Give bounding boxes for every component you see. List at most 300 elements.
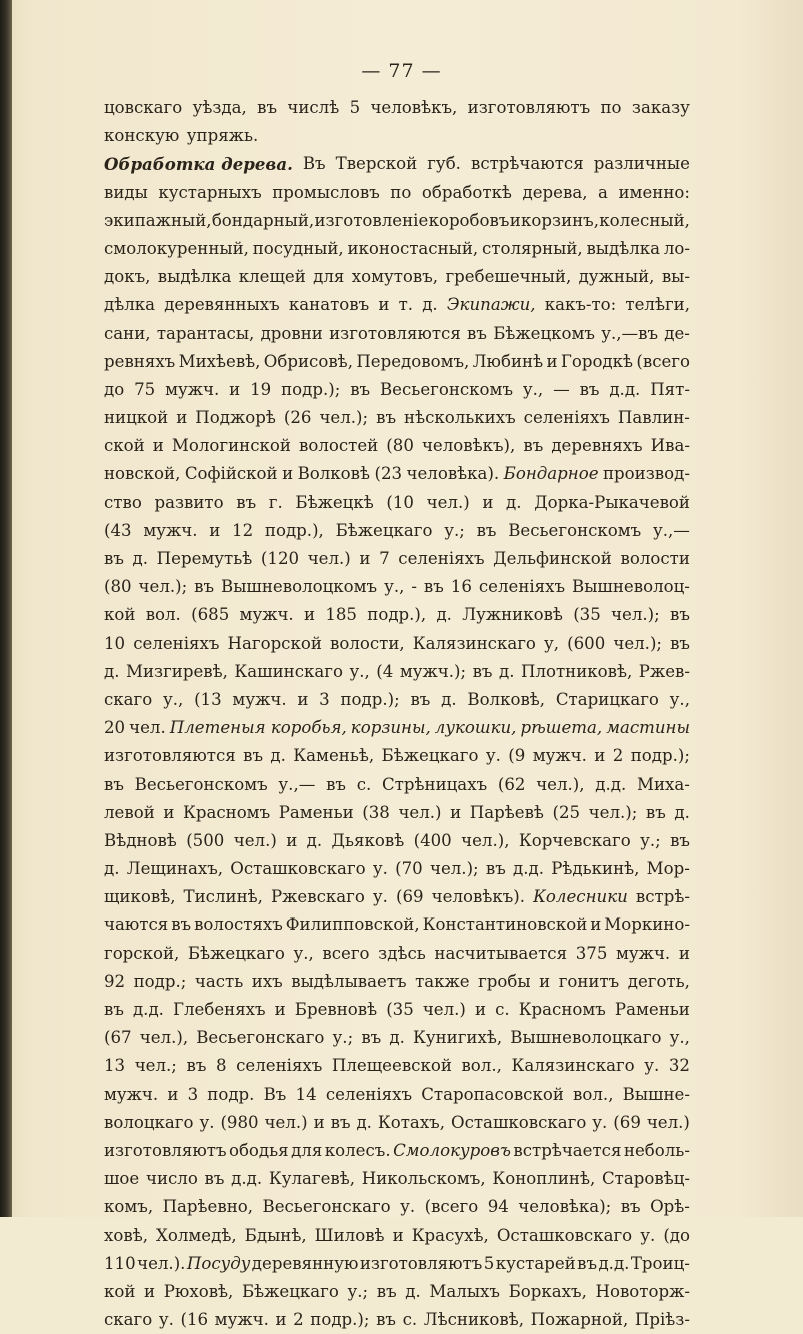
text-word: подр.); [630, 746, 690, 766]
text-word: и [152, 436, 164, 456]
text-word: (400 [413, 830, 452, 850]
text-line [104, 94, 690, 122]
text-word: у. [372, 887, 388, 907]
text-word: въ [104, 774, 124, 794]
text-word: Весьегонскомъ [508, 520, 642, 540]
text-word: въ [620, 1197, 641, 1217]
text-word: въ [645, 802, 666, 822]
text-word: въ [485, 859, 506, 879]
text-word: и [163, 802, 175, 822]
text-word: (4 [376, 661, 394, 681]
text-word: чел.) [398, 802, 442, 822]
text-word: Коноплинѣ, [492, 1169, 596, 1189]
text-word: щиковѣ, [104, 887, 176, 907]
text-word: (35 [573, 605, 601, 625]
text-word: д. [422, 295, 438, 315]
text-word: и [482, 492, 494, 512]
text-word: ихъ [251, 971, 283, 991]
text-word: 375 [575, 943, 608, 963]
text-word: колесный, [599, 210, 690, 230]
text-word: д. [132, 549, 149, 568]
text-word: Бѣжецкаго [335, 520, 433, 540]
text-word: Пріѣз- [634, 1310, 690, 1330]
text-word: Поджорѣ [195, 408, 276, 428]
text-word: ской [104, 436, 145, 456]
text-word: въ [104, 1000, 124, 1019]
text-word: (13 [194, 689, 222, 709]
text-word: д. [104, 661, 120, 681]
text-word: въ [326, 774, 346, 794]
text-line [104, 235, 690, 263]
text-line [104, 686, 690, 714]
text-word: (70 [395, 859, 423, 879]
text-word: Бѣжецкаго [381, 746, 479, 766]
text-word: Тислинѣ, [183, 887, 263, 907]
text-word: чел.) [307, 549, 351, 568]
text-word: въ [204, 1169, 225, 1189]
text-word: подр.; [133, 971, 187, 991]
italic-term: Посуду [186, 1253, 251, 1273]
text-word: у, [543, 633, 560, 653]
text-word: Мологинской [171, 436, 291, 456]
text-word: въ [376, 1310, 396, 1330]
text-word: Малыхъ [429, 1281, 500, 1301]
text-word: д.д. [598, 1253, 630, 1273]
text-word: мужч. [616, 943, 671, 963]
text-word: (всего [636, 351, 690, 371]
text-word: 13 [104, 1056, 126, 1076]
text-word: конскую [104, 126, 180, 146]
text-word: 94 [487, 1197, 509, 1217]
text-word: всего [322, 943, 370, 963]
text-line [104, 630, 690, 658]
text-word: и [509, 210, 521, 230]
text-word: селеніяхъ [133, 633, 220, 653]
text-word: (120 [260, 549, 300, 568]
text-word: подр.), [264, 520, 324, 540]
text-word: и [297, 689, 309, 709]
text-word: д. [389, 1028, 405, 1048]
text-word: гребешечный, [445, 267, 572, 287]
text-word: Дельфинской [493, 549, 612, 568]
text-line [104, 179, 690, 207]
text-word: въ [670, 830, 690, 850]
text-word: человѣка). [406, 464, 500, 484]
text-word: дужный, [578, 267, 655, 287]
text-word: различные [593, 154, 690, 174]
text-word: Шиловѣ [314, 1225, 385, 1245]
text-word: Кашинскаго [234, 661, 343, 681]
text-word: Холмедѣ, [156, 1225, 237, 1245]
text-line [104, 545, 690, 573]
text-word: (980 [220, 1112, 259, 1132]
text-word: подр.); [310, 1310, 370, 1330]
text-word: 14 [295, 1084, 317, 1104]
text-word: чел.; [134, 1056, 177, 1076]
text-word: изготовляютъ [467, 98, 591, 117]
text-word: волостей [299, 436, 379, 456]
text-word: 2 [612, 746, 624, 766]
text-word: д. [674, 802, 690, 822]
text-word: комъ, [104, 1197, 154, 1217]
text-word: с. [495, 1000, 510, 1019]
text-word: въ [579, 379, 600, 399]
text-word: 92 [104, 971, 126, 991]
text-word: 110 [104, 1253, 136, 1273]
text-word: Кулагевѣ, [268, 1169, 356, 1189]
text-word: неболь- [623, 1140, 690, 1160]
text-word: вол. [145, 605, 181, 625]
text-word: изготовляютъ [359, 1253, 483, 1273]
text-line [104, 658, 690, 686]
text-word: въ [236, 492, 257, 512]
text-word: и [539, 971, 551, 991]
text-word: встрѣчается [513, 1140, 622, 1160]
text-word: мужч. [532, 746, 587, 766]
text-word: Бдынѣ, [244, 1225, 307, 1245]
text-word: у. [644, 1056, 660, 1076]
text-word: по [600, 98, 622, 117]
text-word: у. [592, 1112, 608, 1132]
text-word: у., [384, 577, 405, 597]
text-word: у. [199, 1112, 215, 1132]
text-word: Михѣевѣ, [178, 351, 261, 371]
text-word: въ [423, 577, 444, 597]
book-binding-edge [0, 0, 12, 1217]
text-word: шое [104, 1169, 140, 1189]
text-word: и [378, 295, 390, 315]
text-word: въ [467, 323, 487, 343]
text-word: чел.); [611, 605, 660, 625]
text-word: въ [523, 436, 544, 456]
italic-term: Плетеныя коробья, [169, 718, 347, 738]
text-line [104, 742, 690, 770]
text-word: Филипповской, [285, 915, 420, 935]
text-word: д. [306, 830, 323, 850]
text-word: чел.); [319, 408, 369, 428]
text-word: Ржев- [638, 661, 690, 681]
text-word: развито [154, 492, 224, 512]
text-word: докъ, [104, 267, 151, 287]
text-word: въ [476, 520, 497, 540]
text-word: Вышне- [622, 1084, 690, 1104]
body-text [104, 94, 690, 1334]
text-word: селеніяхъ [523, 408, 610, 428]
text-word: дѣлка [104, 295, 156, 315]
text-line [104, 1137, 690, 1165]
text-word: насчитывается [434, 943, 568, 963]
text-word: въ [361, 1028, 382, 1048]
text-word: г. [268, 492, 283, 512]
text-word: Каменьѣ, [293, 746, 375, 766]
text-word: деготь, [627, 971, 690, 991]
text-word: нѣсколькихъ [404, 408, 516, 428]
text-word: и [167, 1084, 179, 1104]
text-word: (69 [613, 1112, 641, 1132]
text-word: д. [441, 689, 457, 709]
text-word: Дьяковѣ [331, 830, 405, 850]
text-word: Рѣдькинѣ, [551, 859, 640, 879]
text-word: у. [372, 859, 388, 879]
text-word: чел.); [588, 802, 638, 822]
text-word: деревняхъ [551, 436, 643, 456]
text-word: промысловъ [272, 182, 380, 202]
text-word: Троиц- [630, 1253, 690, 1273]
text-word: Передовомъ, [356, 351, 470, 371]
text-word: 7 [379, 549, 390, 568]
text-word: Парѣевѣ [469, 802, 544, 822]
text-line [104, 376, 690, 404]
text-word: деревянныхъ [164, 295, 280, 315]
text-word: селеніяхъ [398, 549, 485, 568]
text-word: волостяхъ [194, 915, 283, 935]
text-line [104, 799, 690, 827]
text-word: у. [400, 1197, 416, 1217]
text-word: 8 [215, 1056, 227, 1076]
text-word: кустарей [495, 1253, 576, 1273]
text-word: Глебеняхъ [172, 1000, 266, 1019]
text-word: бондарный, [211, 210, 315, 230]
text-word: Лещинахъ, [126, 859, 224, 879]
text-word: и [282, 464, 294, 484]
text-word: — [553, 379, 570, 399]
text-word: и [209, 520, 221, 540]
text-word: въ [670, 633, 690, 653]
text-word: часть [194, 971, 244, 991]
text-word: Пят- [650, 379, 690, 399]
text-line [104, 911, 690, 939]
text-word: и [590, 915, 602, 935]
text-word: мужч.); [399, 661, 467, 681]
text-word: Дорка-Рыкачевой [534, 492, 690, 512]
text-word: человѣка); [518, 1197, 612, 1217]
text-word: Старопасовской [421, 1084, 564, 1104]
text-word: Въ [263, 1084, 287, 1104]
text-word: также [415, 971, 470, 991]
text-word: и [144, 1281, 156, 1301]
text-word: горской, [104, 943, 180, 963]
text-word: вы- [661, 267, 690, 287]
text-word: кустарныхъ [158, 182, 262, 202]
text-line [104, 1024, 690, 1052]
text-word: и [274, 1000, 286, 1019]
text-word: по [390, 182, 412, 202]
text-word: хомутовъ, [351, 267, 439, 287]
text-word: у., [163, 689, 184, 709]
text-word: ство [104, 492, 142, 512]
text-word: 75 [134, 379, 156, 399]
text-word: и [678, 943, 690, 963]
text-word: Вѣдновѣ [104, 830, 177, 850]
text-word: Константиновской [422, 915, 588, 935]
text-word: сани, [104, 323, 151, 343]
text-word: левой [104, 802, 155, 822]
text-word: у., [669, 1028, 690, 1048]
text-word: для [313, 267, 345, 287]
text-word: Нагорской [227, 633, 322, 653]
text-word: Миха- [637, 774, 690, 794]
text-word: Красномъ [182, 802, 271, 822]
text-word: кой [104, 605, 136, 625]
text-word: канатовъ [288, 295, 370, 315]
text-word: чел.) [264, 1112, 308, 1132]
text-word: въ [350, 379, 371, 399]
text-word: человѣкъ). [431, 887, 526, 907]
text-word: селеніяхъ [325, 1084, 413, 1104]
text-word: столярный, [481, 238, 583, 258]
text-word: д. [498, 661, 515, 681]
text-word: коробовъ [428, 210, 510, 230]
text-line [104, 460, 690, 488]
text-word: иконостасный, [347, 238, 479, 258]
text-line [104, 940, 690, 968]
text-line [104, 968, 690, 996]
text-word: и [313, 1112, 325, 1132]
text-word: ховѣ, [104, 1225, 148, 1245]
text-word: губ. [427, 154, 461, 174]
text-word: чел.), [536, 774, 585, 794]
text-word: т. [398, 295, 414, 315]
text-word: подр.), [367, 605, 427, 625]
text-word: гробы [478, 971, 531, 991]
text-word: мужч. [239, 605, 294, 625]
text-word: (23 [374, 464, 403, 484]
text-word: д.д. [231, 1169, 263, 1189]
text-word: ницкой [104, 408, 169, 428]
text-word: смолокуренный, [104, 238, 249, 258]
text-word: и [229, 379, 241, 399]
text-word: дерева, [522, 182, 588, 202]
text-word: Любинѣ [472, 351, 544, 371]
text-word: (всего [424, 1197, 479, 1217]
text-word: (67 [104, 1028, 132, 1048]
text-word: Бѣжецкаго [241, 1281, 339, 1301]
text-word: д. [270, 746, 286, 766]
text-word: а [598, 182, 608, 202]
text-word: Весьегонскаго [262, 1197, 391, 1217]
text-word: число [145, 1169, 198, 1189]
text-word: Раменьи [614, 1000, 690, 1019]
text-word: ло- [663, 238, 690, 258]
text-word: подр.); [281, 379, 341, 399]
text-word: изготовленіе [314, 210, 429, 230]
text-word: въ [670, 605, 690, 625]
text-line [104, 714, 690, 742]
text-word: въ [171, 915, 192, 935]
text-line [104, 150, 690, 178]
text-word: (35 [386, 1000, 414, 1019]
text-word: у.; [347, 1281, 369, 1301]
text-word: деревянную [251, 1253, 359, 1273]
text-word: волости, [329, 633, 405, 653]
text-word: Волковѣ [297, 464, 371, 484]
text-word: мужч. [232, 689, 287, 709]
text-word: Бревновѣ [294, 1000, 378, 1019]
text-word: (26 [283, 408, 312, 428]
text-word: (38 [362, 802, 390, 822]
text-word: въ [186, 1056, 207, 1076]
text-word: Весьегонскомъ [134, 774, 268, 794]
text-word: скаго [104, 1310, 153, 1330]
text-word: - [411, 577, 417, 597]
text-word: чел.); [138, 577, 188, 597]
text-word: (500 [186, 830, 225, 850]
text-word: подр. [207, 1084, 255, 1104]
text-word: въ [257, 98, 278, 117]
text-word: Осташковскаго [230, 859, 366, 879]
text-word: Стрѣницахъ [382, 774, 488, 794]
text-word: тарантасы, [156, 323, 255, 343]
italic-term: Экипажи, [446, 295, 536, 315]
text-word: у.,— [278, 774, 316, 794]
text-word: д.д. [513, 859, 544, 879]
text-word: телѣги, [625, 295, 690, 315]
text-word: въ [194, 577, 215, 597]
italic-term: корзины, [350, 718, 431, 738]
text-word: Старовѣц- [601, 1169, 690, 1189]
text-word: чел.), [139, 1028, 189, 1048]
text-word: Весьегонскаго [196, 1028, 325, 1048]
text-word: Моркино- [604, 915, 690, 935]
text-word: и [176, 408, 188, 428]
text-word: у.; [444, 520, 465, 540]
text-word: для [291, 1140, 323, 1160]
text-word: Пожарной, [530, 1310, 629, 1330]
text-word: (до [663, 1225, 690, 1245]
text-word: Павлин- [617, 408, 690, 428]
italic-term: Бондарное [503, 464, 599, 484]
text-word: чел.) [426, 492, 470, 512]
text-word: Городкѣ [560, 351, 634, 371]
text-word: у., [349, 661, 370, 681]
text-word: вол., [461, 1056, 502, 1076]
text-word: (43 [104, 520, 132, 540]
text-word: упряжь. [186, 126, 259, 146]
text-line [104, 207, 690, 235]
italic-term: мастины [606, 718, 690, 738]
text-word: Плещеевской [331, 1056, 452, 1076]
text-word: (62 [497, 774, 526, 794]
text-word: встрѣчаются [470, 154, 584, 174]
text-word: 2 [293, 1310, 304, 1330]
text-word: и [392, 1225, 404, 1245]
text-word: Бѣжецкаго [187, 943, 285, 963]
text-word: волости [620, 549, 690, 568]
text-word: селеніяхъ [236, 1056, 323, 1076]
text-line [104, 601, 690, 629]
text-line [104, 1306, 690, 1334]
text-word: д. [356, 1112, 372, 1132]
text-word: у. [485, 746, 501, 766]
text-line [104, 404, 690, 432]
text-word: 5 [483, 1253, 495, 1273]
text-word: у.,— [652, 520, 690, 540]
text-word: (69 [396, 887, 424, 907]
text-word: изготовляются [104, 746, 236, 766]
text-word: Боркахъ, [508, 1281, 587, 1301]
text-word: Лѣсниковѣ, [423, 1310, 525, 1330]
text-word: новской, [104, 464, 181, 484]
italic-term: Смолокуровъ [393, 1140, 511, 1160]
text-word: въ [330, 1112, 351, 1132]
text-word: Плотниковѣ, [520, 661, 633, 681]
text-line [104, 855, 690, 883]
text-word: 10 [104, 633, 126, 653]
text-word: посудный, [252, 238, 344, 258]
text-line [104, 263, 690, 291]
text-word: д. [436, 605, 452, 625]
text-word: Вышневолоцкомъ [221, 577, 378, 597]
